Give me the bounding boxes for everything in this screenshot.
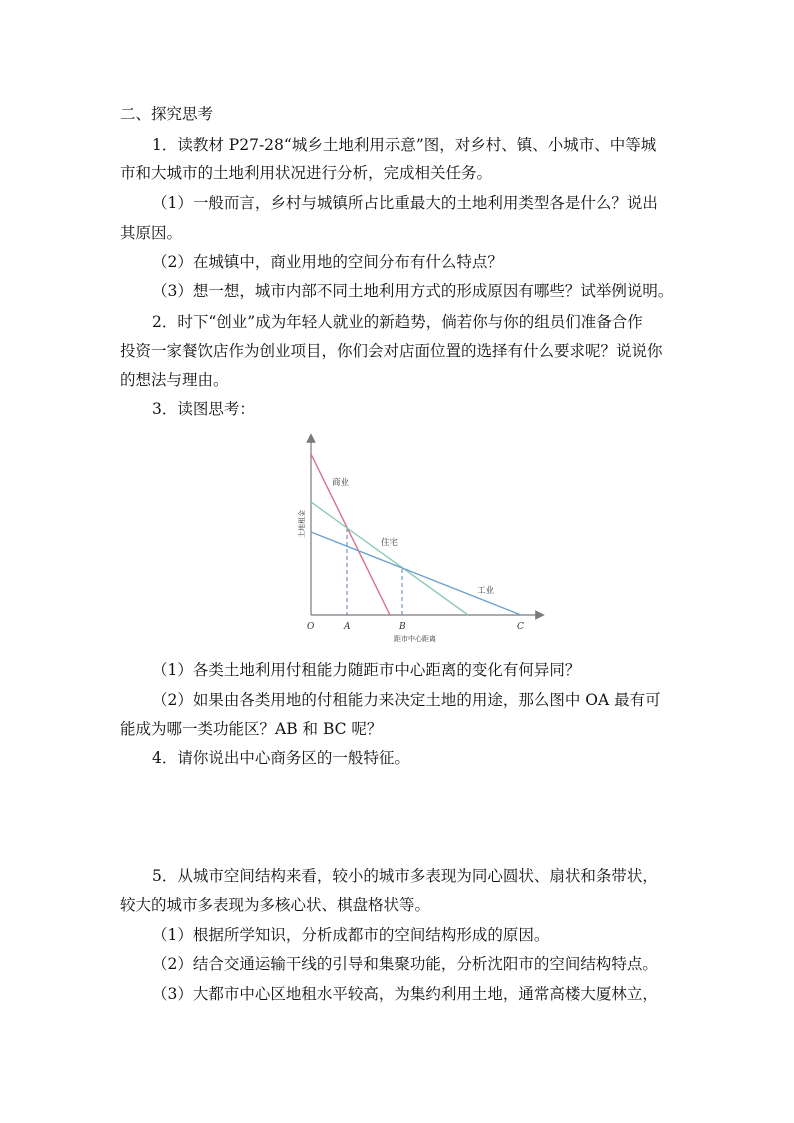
q1-sub2: （2）在城镇中，商业用地的空间分布有什么特点？ [152, 253, 503, 271]
industry-line [311, 532, 521, 615]
q2-line2: 投资一家餐饮店作为创业项目，你们会对店面位置的选择有什么要求呢？说说你 [120, 342, 663, 360]
q5-sub1: （1）根据所学知识，分析成都市的空间结构形成的原因。 [152, 926, 550, 944]
industry-label: 工业 [477, 586, 495, 596]
q1-sub1-line2: 其原因。 [120, 224, 183, 242]
x-axis-label: 距市中心距离 [394, 635, 436, 643]
q4-line1: 4．请你说出中心商务区的一般特征。 [152, 749, 410, 767]
q5-sub3: （3）大都市中心区地租水平较高，为集约利用土地，通常高楼大厦林立， [152, 985, 658, 1003]
point-a-label: A [344, 622, 351, 632]
residential-label: 住宅 [381, 538, 399, 548]
q1-sub3: （3）想一想，城市内部不同土地利用方式的形成原因有哪些？试举例说明。 [152, 282, 674, 300]
q1-sub1-line1: （1）一般而言，乡村与城镇所占比重最大的土地利用类型各是什么？说出 [152, 194, 658, 212]
q5-line2: 较大的城市多表现为多核心状、棋盘格状等。 [120, 896, 431, 914]
q2-line1: 2．时下“创业”成为年轻人就业的新趋势，倘若你与你的组员们准备合作 [152, 313, 643, 331]
land-rent-svg [290, 432, 550, 650]
q5-line1: 5．从城市空间结构来看，较小的城市多表现为同心圆状、扇状和条带状， [152, 867, 658, 885]
commerce-label: 商业 [332, 478, 350, 488]
q1-line1: 1．读教材 P27-28“城乡土地利用示意”图，对乡村、镇、小城市、中等城 [152, 136, 657, 154]
land-rent-figure [290, 432, 550, 650]
q2-line3: 的想法与理由。 [120, 371, 229, 389]
q3-sub1: （1）各类土地利用付租能力随距市中心距离的变化有何异同？ [152, 661, 581, 679]
q3-sub2-line1: （2）如果由各类用地的付租能力来决定土地的用途，那么图中 OA 最有可 [152, 691, 661, 709]
q3-line1: 3．读图思考： [152, 400, 255, 418]
q1-line2: 市和大城市的土地利用状况进行分析，完成相关任务。 [120, 164, 493, 182]
y-axis-label: 土地租金 [298, 510, 306, 538]
point-c-label: C [517, 622, 524, 632]
section-title: 二、探究思考 [120, 105, 214, 123]
origin-label: O [307, 622, 315, 632]
point-b-label: B [399, 622, 406, 632]
residential-line [311, 502, 468, 615]
q3-sub2-line2: 能成为哪一类功能区？AB 和 BC 呢？ [120, 720, 383, 738]
q5-sub2: （2）结合交通运输干线的引导和集聚功能，分析沈阳市的空间结构特点。 [152, 955, 658, 973]
commerce-line [311, 454, 390, 615]
